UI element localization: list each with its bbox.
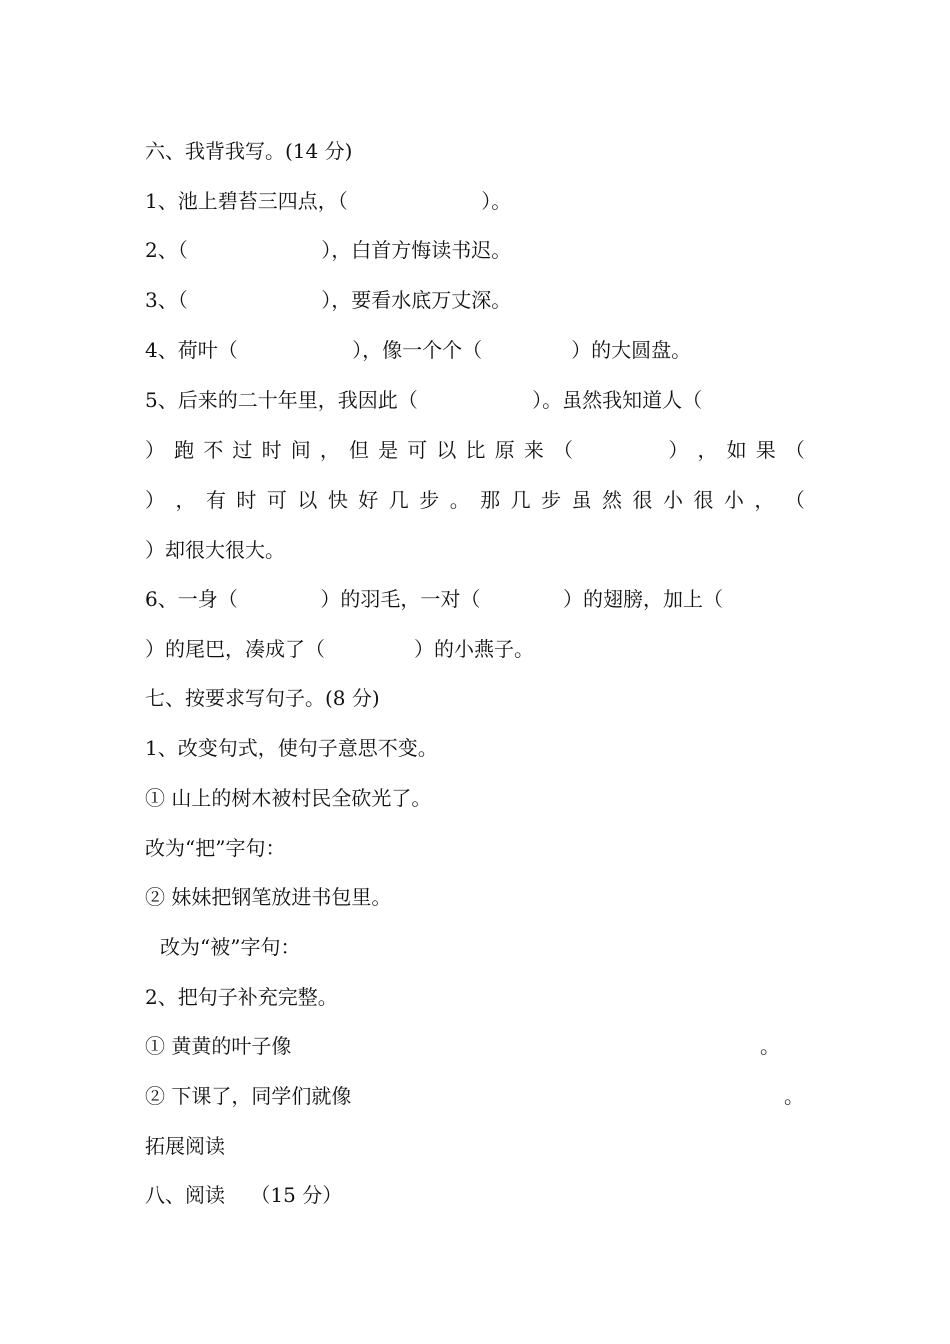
- text-char: （ ）: [552, 438, 689, 462]
- question-6-line-1: 6、一身（ ）的羽毛，一对（ ）的翅膀，加上（: [145, 587, 724, 611]
- text-char: 原: [494, 438, 515, 462]
- section6-heading: 六、我背我写。(14 分): [145, 139, 353, 163]
- text-char: 快: [327, 488, 348, 512]
- text-char: 跑: [174, 438, 195, 462]
- complete-2-end: 。: [784, 1084, 804, 1108]
- sentence-1-prompt: 改为“把”字句：: [145, 836, 286, 860]
- text-char: 但: [348, 438, 369, 462]
- complete-1: ① 黄黄的叶子像: [145, 1034, 292, 1058]
- sentence-2: ② 妹妹把钢笔放进书包里。: [145, 885, 392, 909]
- text-char: 比: [465, 438, 486, 462]
- text-char: ，: [319, 438, 340, 462]
- text-char: 以: [297, 488, 318, 512]
- question-5-line-4: ）却很大很大。: [145, 538, 285, 562]
- text-char: 虽: [571, 488, 592, 512]
- text-char: 。: [449, 488, 470, 512]
- text-char: ）: [145, 438, 165, 462]
- text-char: 步: [541, 488, 562, 512]
- text-char: ，: [175, 488, 196, 512]
- text-char: 很: [693, 488, 714, 512]
- question-5-line-2: [145, 438, 805, 462]
- text-char: ，: [754, 488, 775, 512]
- part1-title: 1、改变句式，使句子意思不变。: [145, 736, 438, 760]
- text-char: 很: [632, 488, 653, 512]
- question-5-line-1: 5、后来的二十年里，我因此（ ）。虽然我知道人（: [145, 388, 703, 412]
- text-char: （: [784, 438, 805, 462]
- text-char: 果: [755, 438, 776, 462]
- question-3: 3、（ ），要看水底万丈深。: [145, 288, 512, 312]
- text-char: 时: [261, 438, 282, 462]
- text-char: 几: [388, 488, 409, 512]
- text-char: 那: [480, 488, 501, 512]
- text-char: 然: [602, 488, 623, 512]
- text-char: 好: [358, 488, 379, 512]
- text-char: 过: [232, 438, 253, 462]
- text-char: 几: [510, 488, 531, 512]
- text-char: 来: [523, 438, 544, 462]
- complete-1-end: 。: [760, 1034, 780, 1058]
- question-5-line-3: [145, 488, 805, 512]
- sentence-2-prompt: 改为“被”字句：: [160, 935, 301, 959]
- part2-title: 2、把句子补充完整。: [145, 985, 338, 1009]
- text-char: 以: [436, 438, 457, 462]
- sentence-1: ① 山上的树木被村民全砍光了。: [145, 786, 432, 810]
- text-char: 是: [378, 438, 399, 462]
- text-char: 如: [726, 438, 747, 462]
- question-6-line-2: ）的尾巴，凑成了（ ）的小燕子。: [145, 637, 535, 661]
- text-char: 不: [203, 438, 224, 462]
- text-char: 小: [723, 488, 744, 512]
- question-2: 2、（ ），白首方悔读书迟。: [145, 238, 512, 262]
- section7-heading: 七、按要求写句子。(8 分): [145, 686, 380, 710]
- complete-2: ② 下课了，同学们就像: [145, 1084, 352, 1108]
- text-char: 时: [236, 488, 257, 512]
- text-char: 有: [205, 488, 226, 512]
- text-char: 间: [290, 438, 311, 462]
- text-char: ）: [145, 488, 165, 512]
- text-char: 小: [662, 488, 683, 512]
- text-char: 步: [419, 488, 440, 512]
- extension-title: 拓展阅读: [145, 1134, 225, 1158]
- text-char: ，: [697, 438, 718, 462]
- text-char: 可: [266, 488, 287, 512]
- text-char: （: [784, 488, 805, 512]
- question-4: 4、荷叶（ ），像一个个（ ）的大圆盘。: [145, 338, 692, 362]
- section8-heading: 八、阅读 （15 分）: [145, 1183, 343, 1207]
- text-char: 可: [407, 438, 428, 462]
- question-1: 1、池上碧苔三四点，（ ）。: [145, 189, 512, 213]
